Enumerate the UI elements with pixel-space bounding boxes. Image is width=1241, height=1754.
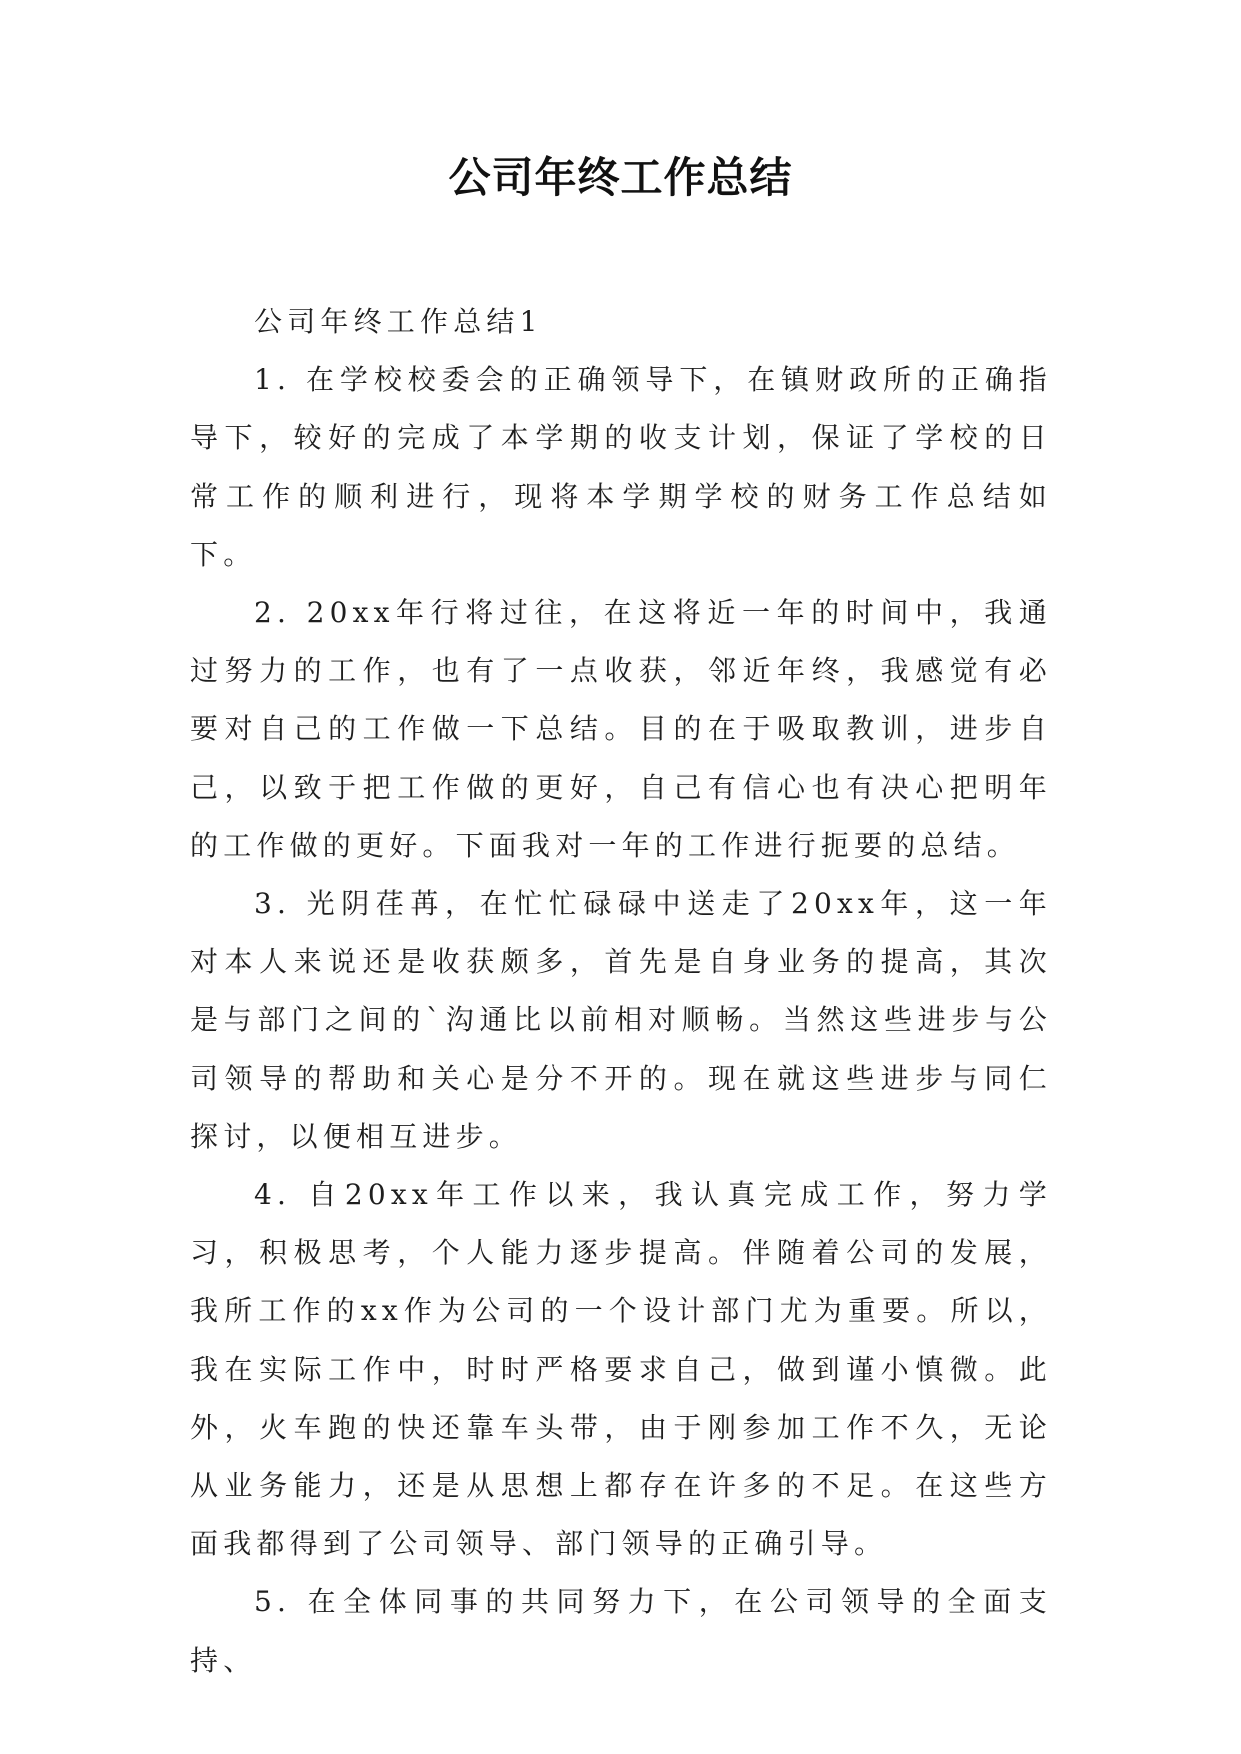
paragraph-2: 2. 20xx年行将过往，在这将近一年的时间中，我通过努力的工作，也有了一点收获，邻近年终，我感觉有必要对自己的工作做一下总结。目的在于吸取教训，进步自己，以致于把工作做的更好，自己有信心也有决心把明年的工作做的更好。下面我对一年的工作进行扼要的总结。 [190, 596, 1052, 862]
paragraph-1: 1. 在学校校委会的正确领导下，在镇财政所的正确指导下，较好的完成了本学期的收支计划，保证了学校的日常工作的顺利进行，现将本学期学校的财务工作总结如下。 [190, 363, 1052, 571]
section-heading: 公司年终工作总结1 [254, 305, 543, 338]
document-title: 公司年终工作总结 [448, 153, 793, 202]
paragraph-5: 5. 在全体同事的共同努力下，在公司领导的全面支持、 [190, 1585, 1052, 1677]
paragraph-3: 3. 光阴荏苒，在忙忙碌碌中送走了20xx年，这一年对本人来说还是收获颇多，首先是自身业务的提高，其次是与部门之间的`沟通比以前相对顺畅。当然这些进步与公司领导的帮助和关心是分不开的。现在就这些进步与同仁探讨，以便相互进步。 [190, 887, 1052, 1153]
paragraph-4: 4. 自20xx年工作以来，我认真完成工作，努力学习，积极思考，个人能力逐步提高。伴随着公司的发展，我所工作的xx作为公司的一个设计部门尤为重要。所以，我在实际工作中，时时严格要求自己，做到谨小慎微。此外，火车跑的快还靠车头带，由于刚参加工作不久，无论从业务能力，还是从思想上都存在许多的不足。在这些方面我都得到了公司领导、部门领导的正确引导。 [190, 1178, 1052, 1561]
document-body [190, 293, 1052, 1690]
